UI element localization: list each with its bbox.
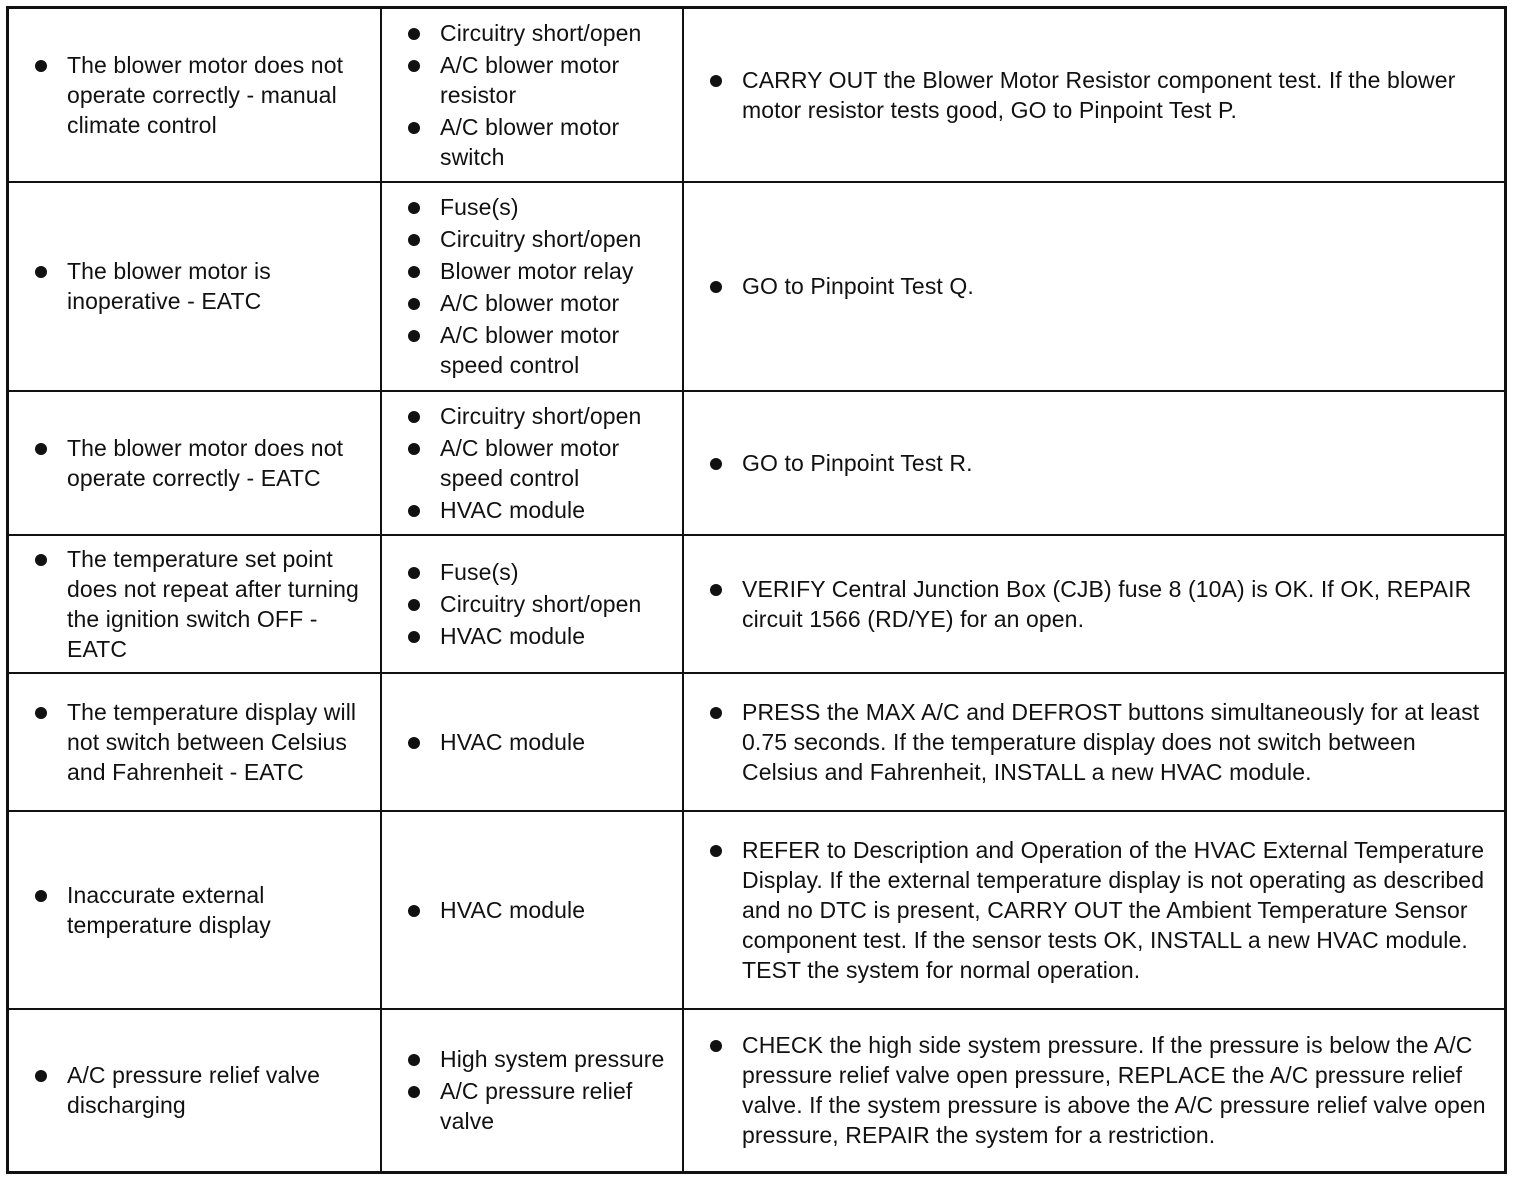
- condition-text: A/C pressure relief valve discharging: [31, 1060, 370, 1120]
- condition-cell: [9, 535, 381, 673]
- action-cell: [683, 811, 1504, 1009]
- action-text: REFER to Description and Operation of the HVAC External Temperature Display. If the external temperature display is not operating as described and no DTC is present, CARRY OUT the Ambient Temperature Sensor component test. If the sensor tests OK, INSTALL a new HVAC module. TEST the system for normal operation.: [706, 835, 1494, 985]
- condition-cell: [9, 391, 381, 535]
- condition-text: The temperature set point does not repeat after turning the ignition switch OFF - EATC: [31, 544, 370, 664]
- condition-text: The blower motor is inoperative - EATC: [31, 256, 370, 316]
- table-row: [9, 535, 1504, 673]
- action-text: CHECK the high side system pressure. If the pressure is below the A/C pressure relief valve open pressure, REPLACE the A/C pressure relief valve. If the system pressure is above the A/C pressure relief valve open pressure, REPAIR the system for a restriction.: [706, 1030, 1494, 1150]
- condition-text: Inaccurate external temperature display: [31, 880, 370, 940]
- symptom-chart-table: [9, 9, 1504, 1171]
- source-item: Fuse(s): [404, 557, 672, 587]
- possible-source-cell: [381, 391, 683, 535]
- action-cell: [683, 1009, 1504, 1171]
- condition-cell: [9, 811, 381, 1009]
- source-item: Circuitry short/open: [404, 401, 672, 431]
- source-item: A/C blower motor resistor: [404, 50, 672, 110]
- source-item: Circuitry short/open: [404, 589, 672, 619]
- table-row: [9, 1009, 1504, 1171]
- source-item: A/C blower motor speed control: [404, 433, 672, 493]
- source-item: HVAC module: [404, 495, 672, 525]
- condition-cell: [9, 1009, 381, 1171]
- condition-cell: [9, 182, 381, 391]
- source-item: Circuitry short/open: [404, 224, 672, 254]
- source-item: Blower motor relay: [404, 256, 672, 286]
- source-item: High system pressure: [404, 1044, 672, 1074]
- action-text: CARRY OUT the Blower Motor Resistor component test. If the blower motor resistor tests good, GO to Pinpoint Test P.: [706, 65, 1494, 125]
- condition-cell: [9, 9, 381, 182]
- action-cell: [683, 535, 1504, 673]
- source-item: Fuse(s): [404, 192, 672, 222]
- action-text: GO to Pinpoint Test R.: [706, 448, 1494, 478]
- possible-source-cell: [381, 9, 683, 182]
- table-row: [9, 182, 1504, 391]
- possible-source-cell: [381, 182, 683, 391]
- action-cell: [683, 182, 1504, 391]
- action-text: PRESS the MAX A/C and DEFROST buttons simultaneously for at least 0.75 seconds. If the temperature display does not switch between Celsius and Fahrenheit, INSTALL a new HVAC module.: [706, 697, 1494, 787]
- possible-source-cell: [381, 673, 683, 811]
- table-row: [9, 811, 1504, 1009]
- source-item: HVAC module: [404, 895, 672, 925]
- diagnostic-table-frame: [6, 6, 1507, 1174]
- condition-cell: [9, 673, 381, 811]
- possible-source-cell: [381, 1009, 683, 1171]
- action-text: VERIFY Central Junction Box (CJB) fuse 8 (10A) is OK. If OK, REPAIR circuit 1566 (RD/YE) for an open.: [706, 574, 1494, 634]
- source-item: HVAC module: [404, 727, 672, 757]
- condition-text: The blower motor does not operate correctly - manual climate control: [31, 50, 370, 140]
- action-text: GO to Pinpoint Test Q.: [706, 271, 1494, 301]
- possible-source-cell: [381, 535, 683, 673]
- source-item: A/C blower motor speed control: [404, 320, 672, 380]
- possible-source-cell: [381, 811, 683, 1009]
- action-cell: [683, 391, 1504, 535]
- source-item: A/C pressure relief valve: [404, 1076, 672, 1136]
- table-row: [9, 9, 1504, 182]
- source-item: Circuitry short/open: [404, 18, 672, 48]
- source-item: A/C blower motor switch: [404, 112, 672, 172]
- condition-text: The blower motor does not operate correctly - EATC: [31, 433, 370, 493]
- table-row: [9, 391, 1504, 535]
- source-item: HVAC module: [404, 621, 672, 651]
- action-cell: [683, 9, 1504, 182]
- table-row: [9, 673, 1504, 811]
- condition-text: The temperature display will not switch between Celsius and Fahrenheit - EATC: [31, 697, 370, 787]
- source-item: A/C blower motor: [404, 288, 672, 318]
- action-cell: [683, 673, 1504, 811]
